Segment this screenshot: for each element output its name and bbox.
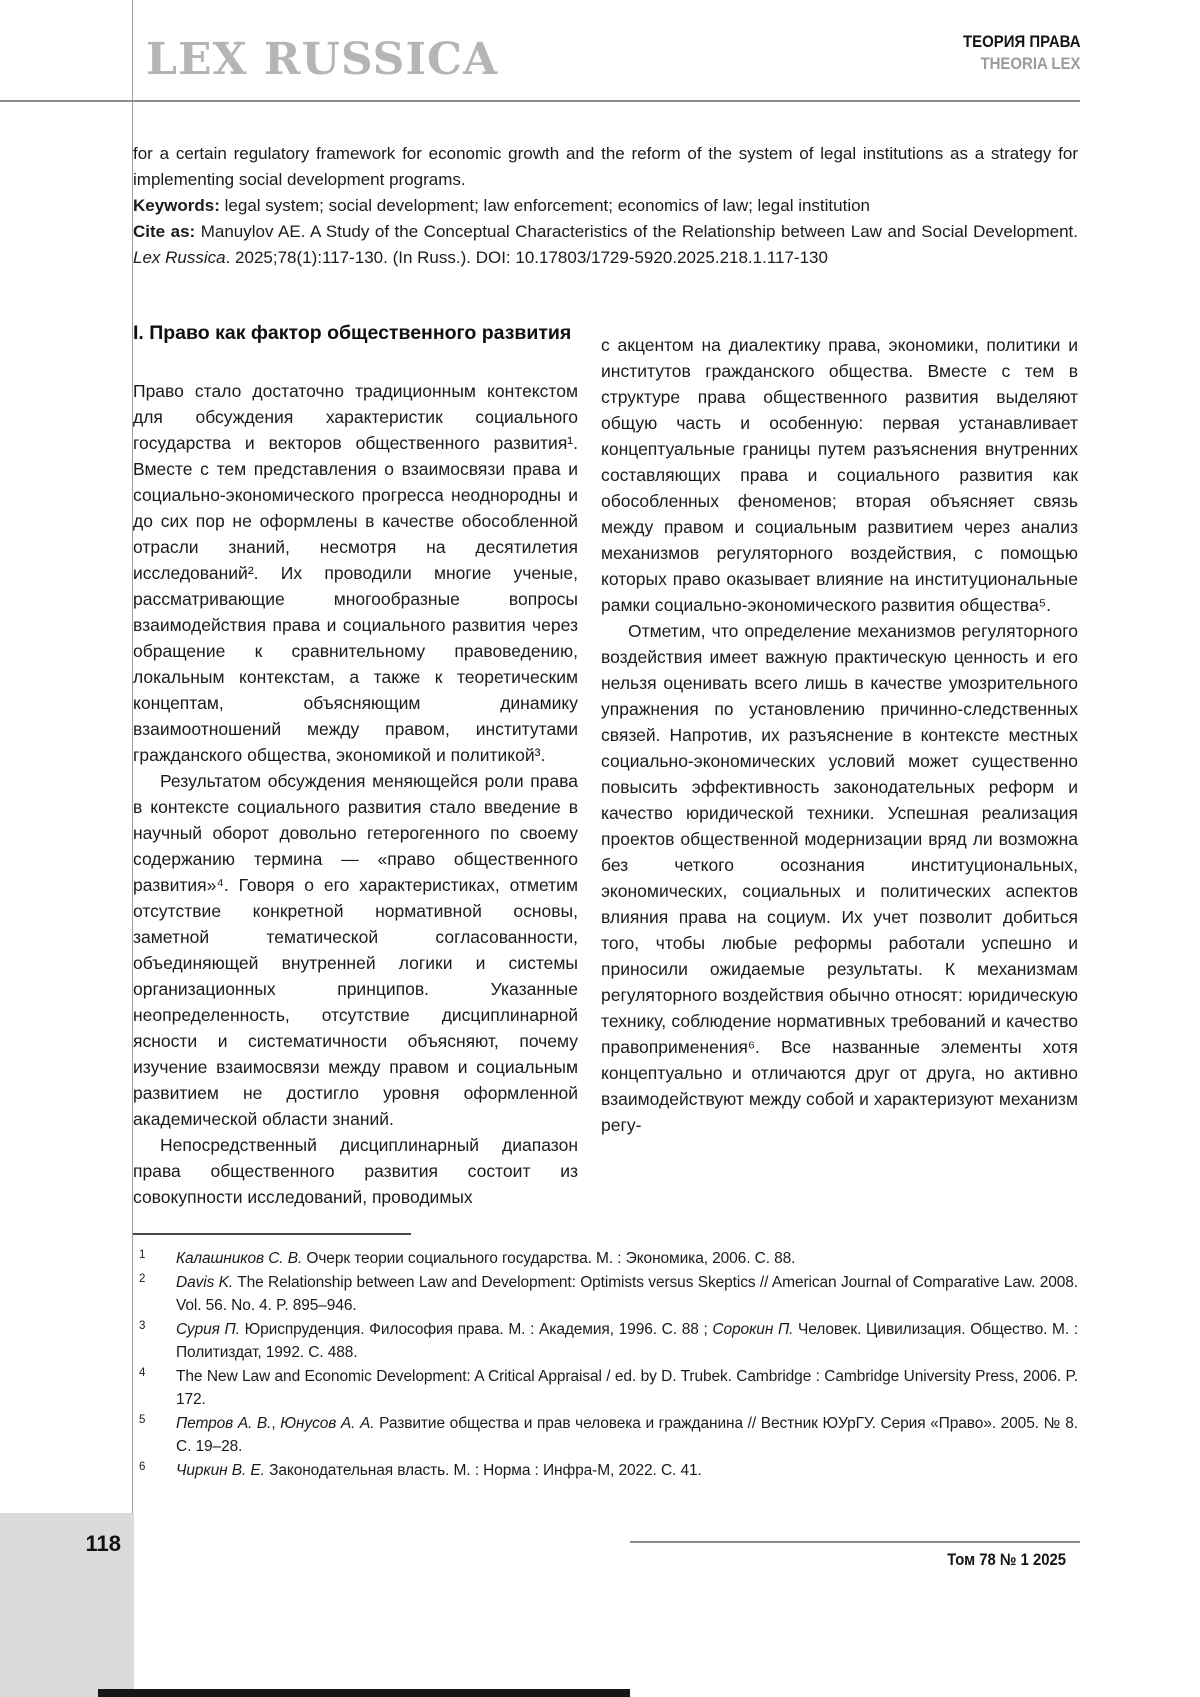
footnote-text: Калашников С. В. Очерк теории социального государства. М. : Экономика, 2006. С. 88. — [176, 1250, 796, 1267]
page-number-band — [0, 1513, 134, 1697]
keywords-text: legal system; social development; law enforcement; economics of law; legal institution — [219, 196, 871, 215]
footnote — [133, 1365, 1078, 1412]
footnote-number: 4 — [139, 1366, 146, 1379]
right-column — [601, 332, 1078, 1214]
cite-text-2: . 2025;78(1):117-130. (In Russ.). DOI: 10.17803/1729-5920.2025.218.1.117-130 — [225, 248, 828, 267]
keywords-line — [133, 193, 1078, 219]
section-rubric-ru: ТЕОРИЯ ПРАВА — [962, 32, 1080, 51]
keywords-label: Keywords: — [133, 196, 220, 215]
footnotes — [133, 1247, 1078, 1482]
paragraph: Отметим, что определение механизмов регуляторного воздействия имеет важную практическую ценность и его нельзя оценивать всего лишь в качестве умозрительного упражнения по установлению причинно-следственных связей. Напротив, их разъяснение в контексте местных социально-экономических условий может существенно повысить эффективность законодательных реформ и качество юридической техники. Успешная реализация проектов общественной модернизации вряд ли возможна без четкого осознания институциональных, экономических, социальных и политических аспектов влияния права на социум. Их учет позволит добиться того, чтобы любые реформы работали успешно и приносили ожидаемые результаты. К механизмам регуляторного воздействия обычно относят: юридическую технику, соблюдение нормативных требований и качество правоприменения⁶. Все названные элементы хотя концептуально и отличаются друг от друга, но активно взаимодействуют между собой и характеризуют механизм регу- — [601, 621, 1078, 1135]
footnote-number: 3 — [139, 1319, 146, 1332]
footnote-number: 1 — [139, 1249, 146, 1261]
section-heading: I. Право как фактор общественного развития — [133, 322, 572, 344]
cite-text-1: Manuylov AE. A Study of the Conceptual Characteristics of the Relationship between Law and Social Development. — [195, 222, 1078, 241]
footnote-text: Сурия П. Юриспруденция. Философия права. М. : Академия, 1996. С. 88 ; Сорокин П. Человек. Цивилизация. Общество. М. : Политиздат, 1992. С. 488. — [176, 1320, 1079, 1361]
footnote-number: 5 — [139, 1413, 146, 1426]
article-meta — [133, 141, 1078, 271]
page-number: 118 — [85, 1531, 121, 1556]
footnote-text: Чиркин В. Е. Законодательная власть. М. : Норма : Инфра-М, 2022. С. 41. — [176, 1461, 702, 1479]
paragraph: Право стало достаточно традиционным контекстом для обсуждения характеристик социального государства и векторов общественного развития¹. Вместе с тем представления о взаимосвязи права и социально-экономического прогресса неоднородны и до сих пор не оформлены в качестве обособленной отрасли знаний, несмотря на десятилетия исследований². Их проводили многие ученые, рассматривающие многообразные вопросы взаимодействия права и социального развития через обращение к сравнительному правоведению, локальным контекстам, а также к теоретическим концептам, объясняющим динамику взаимоотношений между правом, институтами гражданского общества, экономикой и политикой³. — [133, 381, 578, 765]
paragraph: Результатом обсуждения меняющейся роли права в контексте социального развития стало введение в научный оборот довольно гетерогенного по своему содержанию термина — «право общественного развития»⁴. Говоря о его характеристиках, отметим отсутствие конкретной нормативной основы, заметной тематической согласованности, объединяющей внутренней логики и системы организационных принципов. Указанные неопределенность, отсутствие дисциплинарной ясности и систематичности объясняют, почему изучение взаимосвязи между правом и социальным развитием не достигло уровня оформленной академической области знаний. — [133, 771, 578, 1129]
footnote — [133, 1412, 1078, 1459]
section-rubric — [963, 31, 1080, 75]
footnote-number: 2 — [139, 1272, 146, 1285]
cite-line — [133, 219, 1078, 271]
cite-journal-title: Lex Russica — [133, 248, 226, 267]
footnote-separator — [133, 1233, 411, 1235]
footnote-number: 6 — [139, 1460, 146, 1473]
header-divider — [0, 100, 1080, 102]
cite-label: Cite as: — [133, 222, 196, 241]
footnote — [133, 1247, 1078, 1271]
left-column — [133, 378, 578, 1214]
paragraph: Непосредственный дисциплинарный диапазон права общественного развития состоит из совокупности исследований, проводимых — [133, 1135, 578, 1207]
footer-divider — [630, 1541, 1080, 1543]
footnote-text: Davis K. The Relationship between Law and Development: Optimists versus Skeptics // American Journal of Comparative Law. 2008. Vol. 56. No. 4. P. 895–946. — [176, 1273, 1078, 1314]
section-rubric-en: THEORIA LEX — [979, 54, 1080, 73]
footnote — [133, 1271, 1078, 1318]
footnote-text: The New Law and Economic Development: A Critical Appraisal / ed. by D. Trubek. Cambridge : Cambridge University Press, 2006. P. 172. — [176, 1367, 1078, 1408]
footnote-text: Петров А. В., Юнусов А. А. Развитие общества и прав человека и гражданина // Вестник ЮУрГУ. Серия «Право». 2005. № 8. С. 19–28. — [176, 1414, 1078, 1455]
volume-issue-label: Том 78 № 1 2025 — [947, 1551, 1066, 1569]
footnote — [133, 1318, 1078, 1365]
footnote — [133, 1459, 1078, 1483]
bottom-bar — [98, 1689, 630, 1697]
paragraph: с акцентом на диалектику права, экономики, политики и институтов гражданского общества. Вместе с тем в структуре права общественного развития выделяют общую часть и особенную: первая устанавливает концептуальные границы путем разъяснения внутренних составляющих права и социального развития как обособленных феноменов; вторая объясняет связь между правом и социальным развитием через анализ механизмов регуляторного воздействия, с помощью которых право оказывает влияние на институциональные рамки социально-экономического развития общества⁵. — [601, 335, 1078, 615]
journal-logo: LEX RUSSICA — [146, 34, 499, 85]
abstract-text: for a certain regulatory framework for economic growth and the reform of the system of legal institutions as a strategy for implementing social development programs. — [133, 144, 1078, 189]
